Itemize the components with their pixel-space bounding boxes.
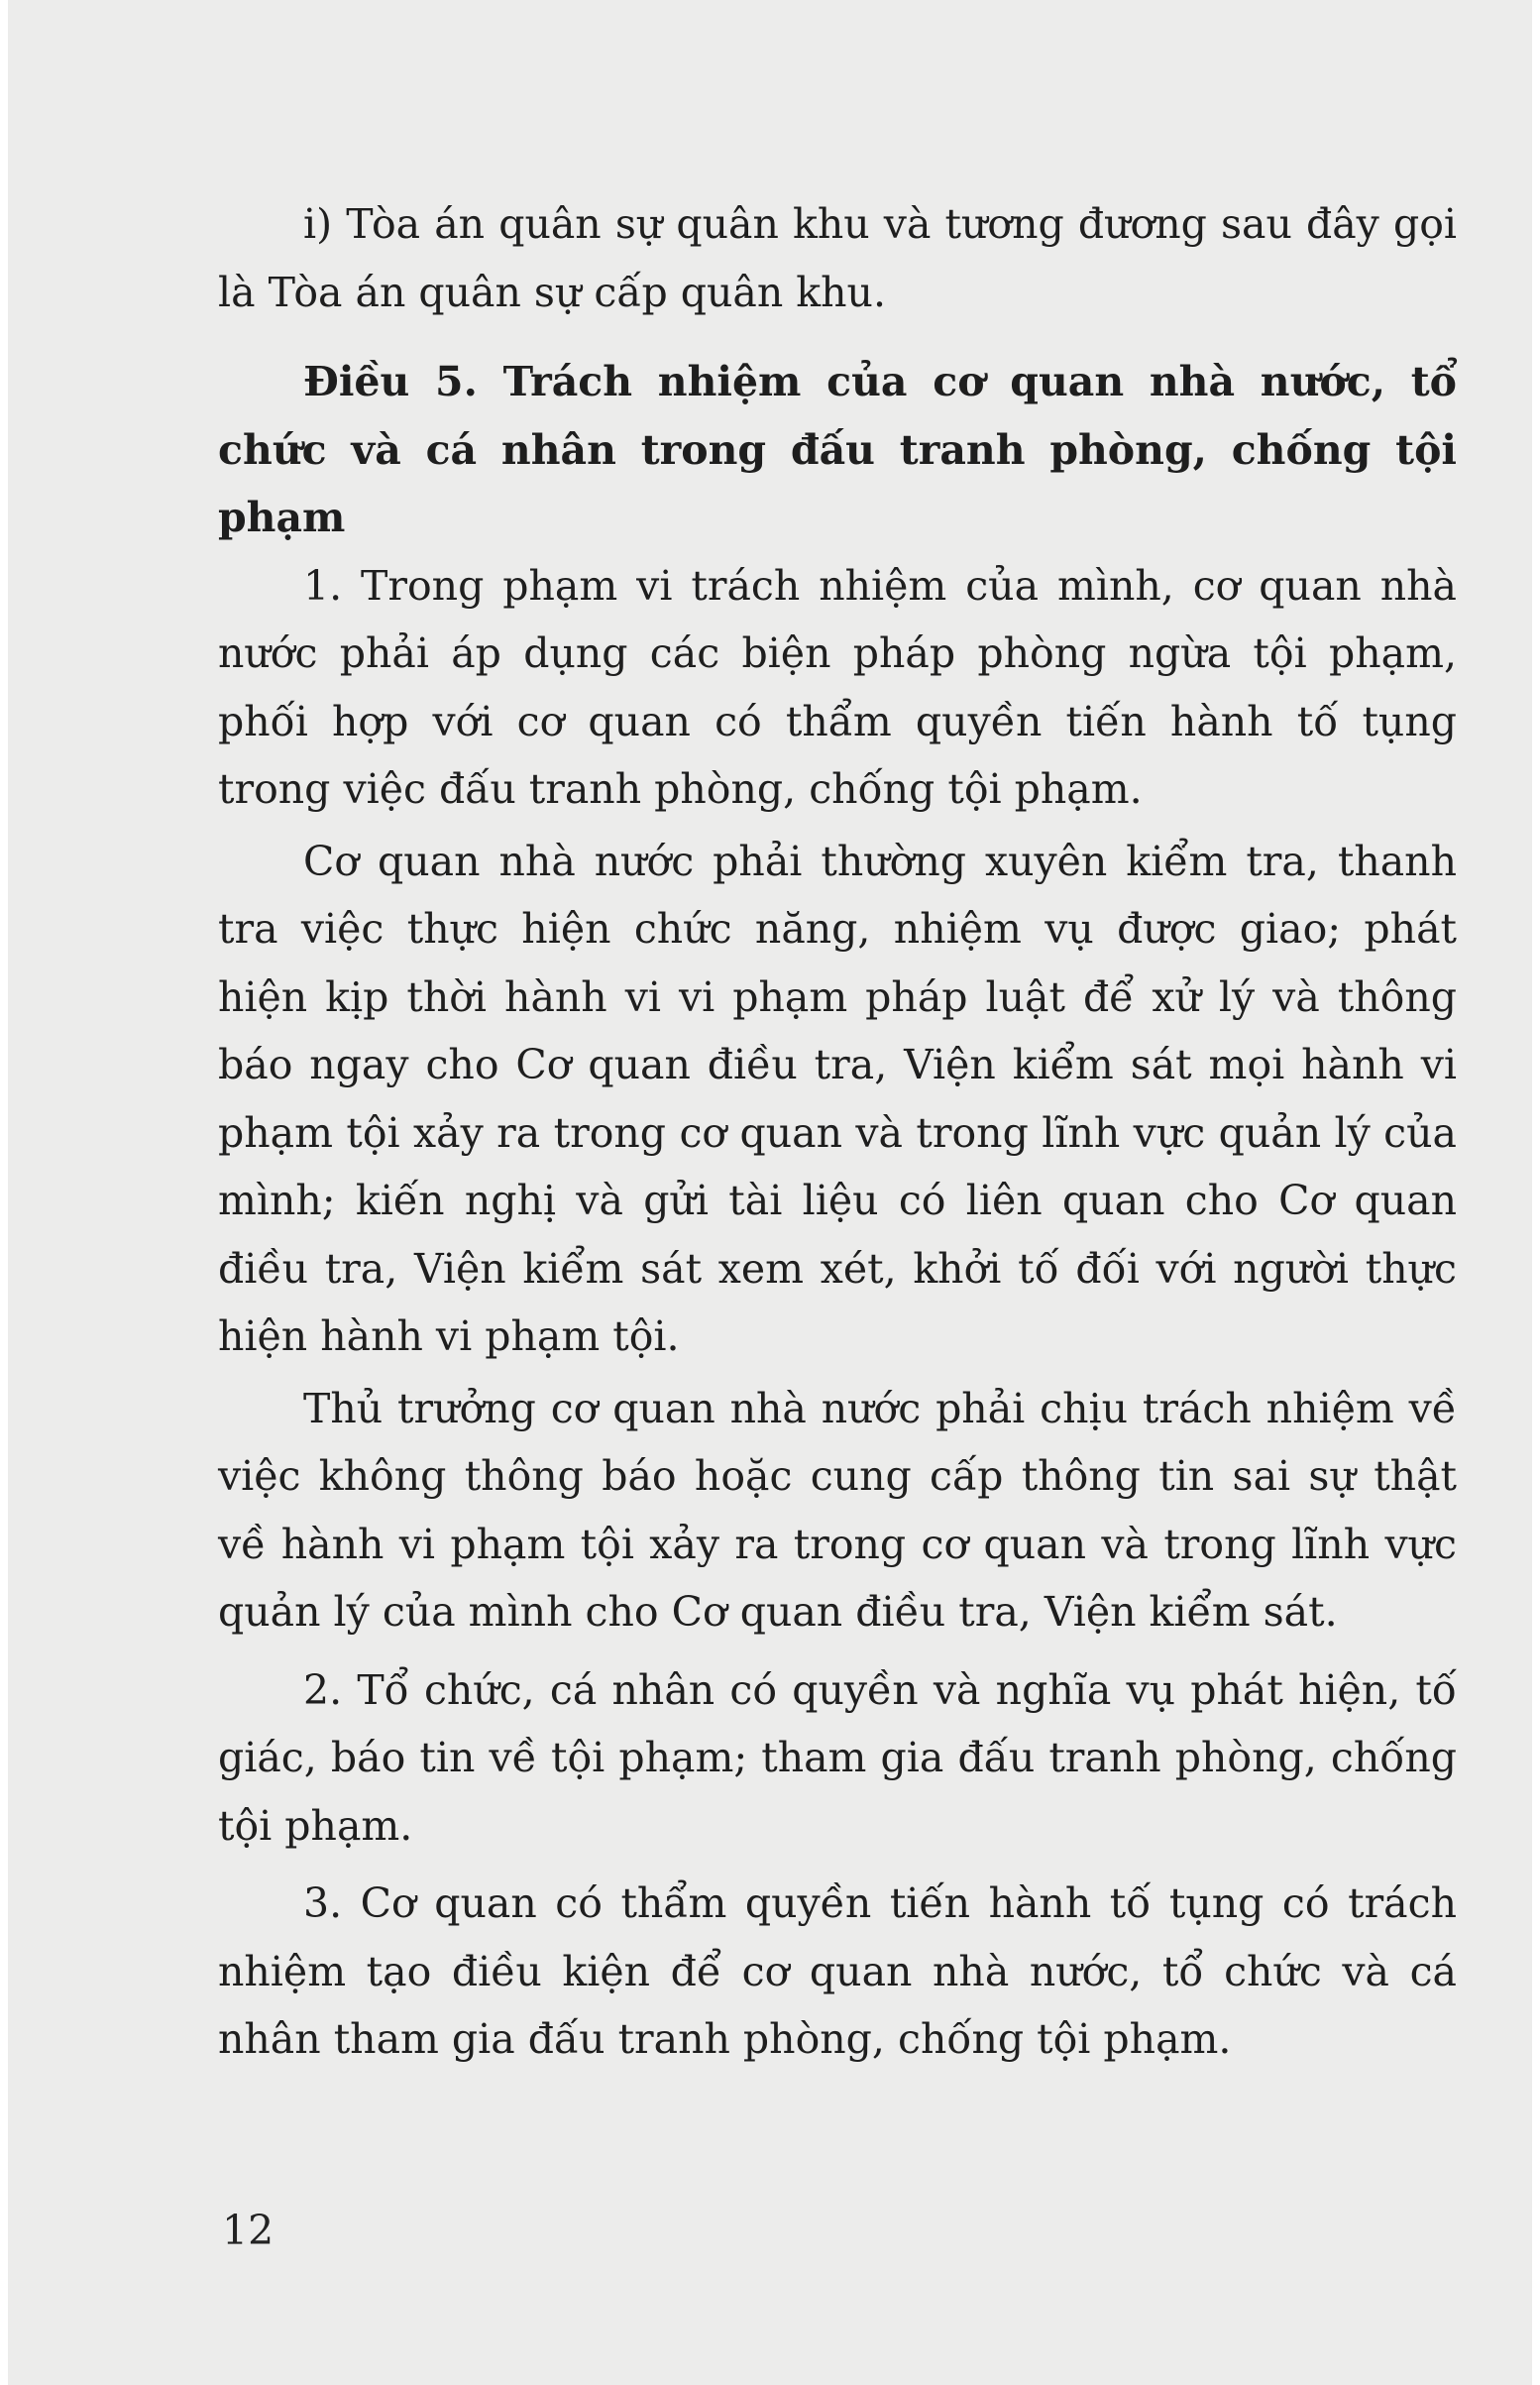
paragraph-4: 2. Tổ chức, cá nhân có quyền và nghĩa vụ phát hiện, tố giác, báo tin về tội phạm; tham gia đấu tranh phòng, chống tội phạm. (218, 1665, 1457, 1850)
paragraph-3: Thủ trưởng cơ quan nhà nước phải chịu trách nhiệm về việc không thông báo hoặc cung cấp thông tin sai sự thật về hành vi phạm tội xảy ra trong cơ quan và trong lĩnh vực quản lý của mình cho Cơ quan điều tra, Viện kiểm sát. (218, 1384, 1457, 1636)
intro-item: i) Tòa án quân sự quân khu và tương đương sau đây gọi là Tòa án quân sự cấp quân khu. (218, 200, 1457, 316)
page-body-text (218, 190, 1457, 2074)
page-number: 12 (222, 2207, 275, 2254)
book-page (8, 0, 1532, 2385)
paragraph-2: Cơ quan nhà nước phải thường xuyên kiểm tra, thanh tra việc thực hiện chức năng, nhiệm vụ được giao; phát hiện kịp thời hành vi vi phạm pháp luật để xử lý và thông báo ngay cho Cơ quan điều tra, Viện kiểm sát mọi hành vi phạm tội xảy ra trong cơ quan và trong lĩnh vực quản lý của mình; kiến nghị và gửi tài liệu có liên quan cho Cơ quan điều tra, Viện kiểm sát xem xét, khởi tố đối với người thực hiện hành vi phạm tội. (218, 837, 1457, 1360)
paragraph-5: 3. Cơ quan có thẩm quyền tiến hành tố tụng có trách nhiệm tạo điều kiện để cơ quan nhà nước, tổ chức và cá nhân tham gia đấu tranh phòng, chống tội phạm. (218, 1879, 1457, 2063)
paragraph-1: 1. Trong phạm vi trách nhiệm của mình, cơ quan nhà nước phải áp dụng các biện pháp phòng ngừa tội phạm, phối hợp với cơ quan có thẩm quyền tiến hành tố tụng trong việc đấu tranh phòng, chống tội phạm. (218, 561, 1457, 813)
article-heading: Điều 5. Trách nhiệm của cơ quan nhà nước, tổ chức và cá nhân trong đấu tranh phòng, chống tội phạm (218, 358, 1457, 541)
